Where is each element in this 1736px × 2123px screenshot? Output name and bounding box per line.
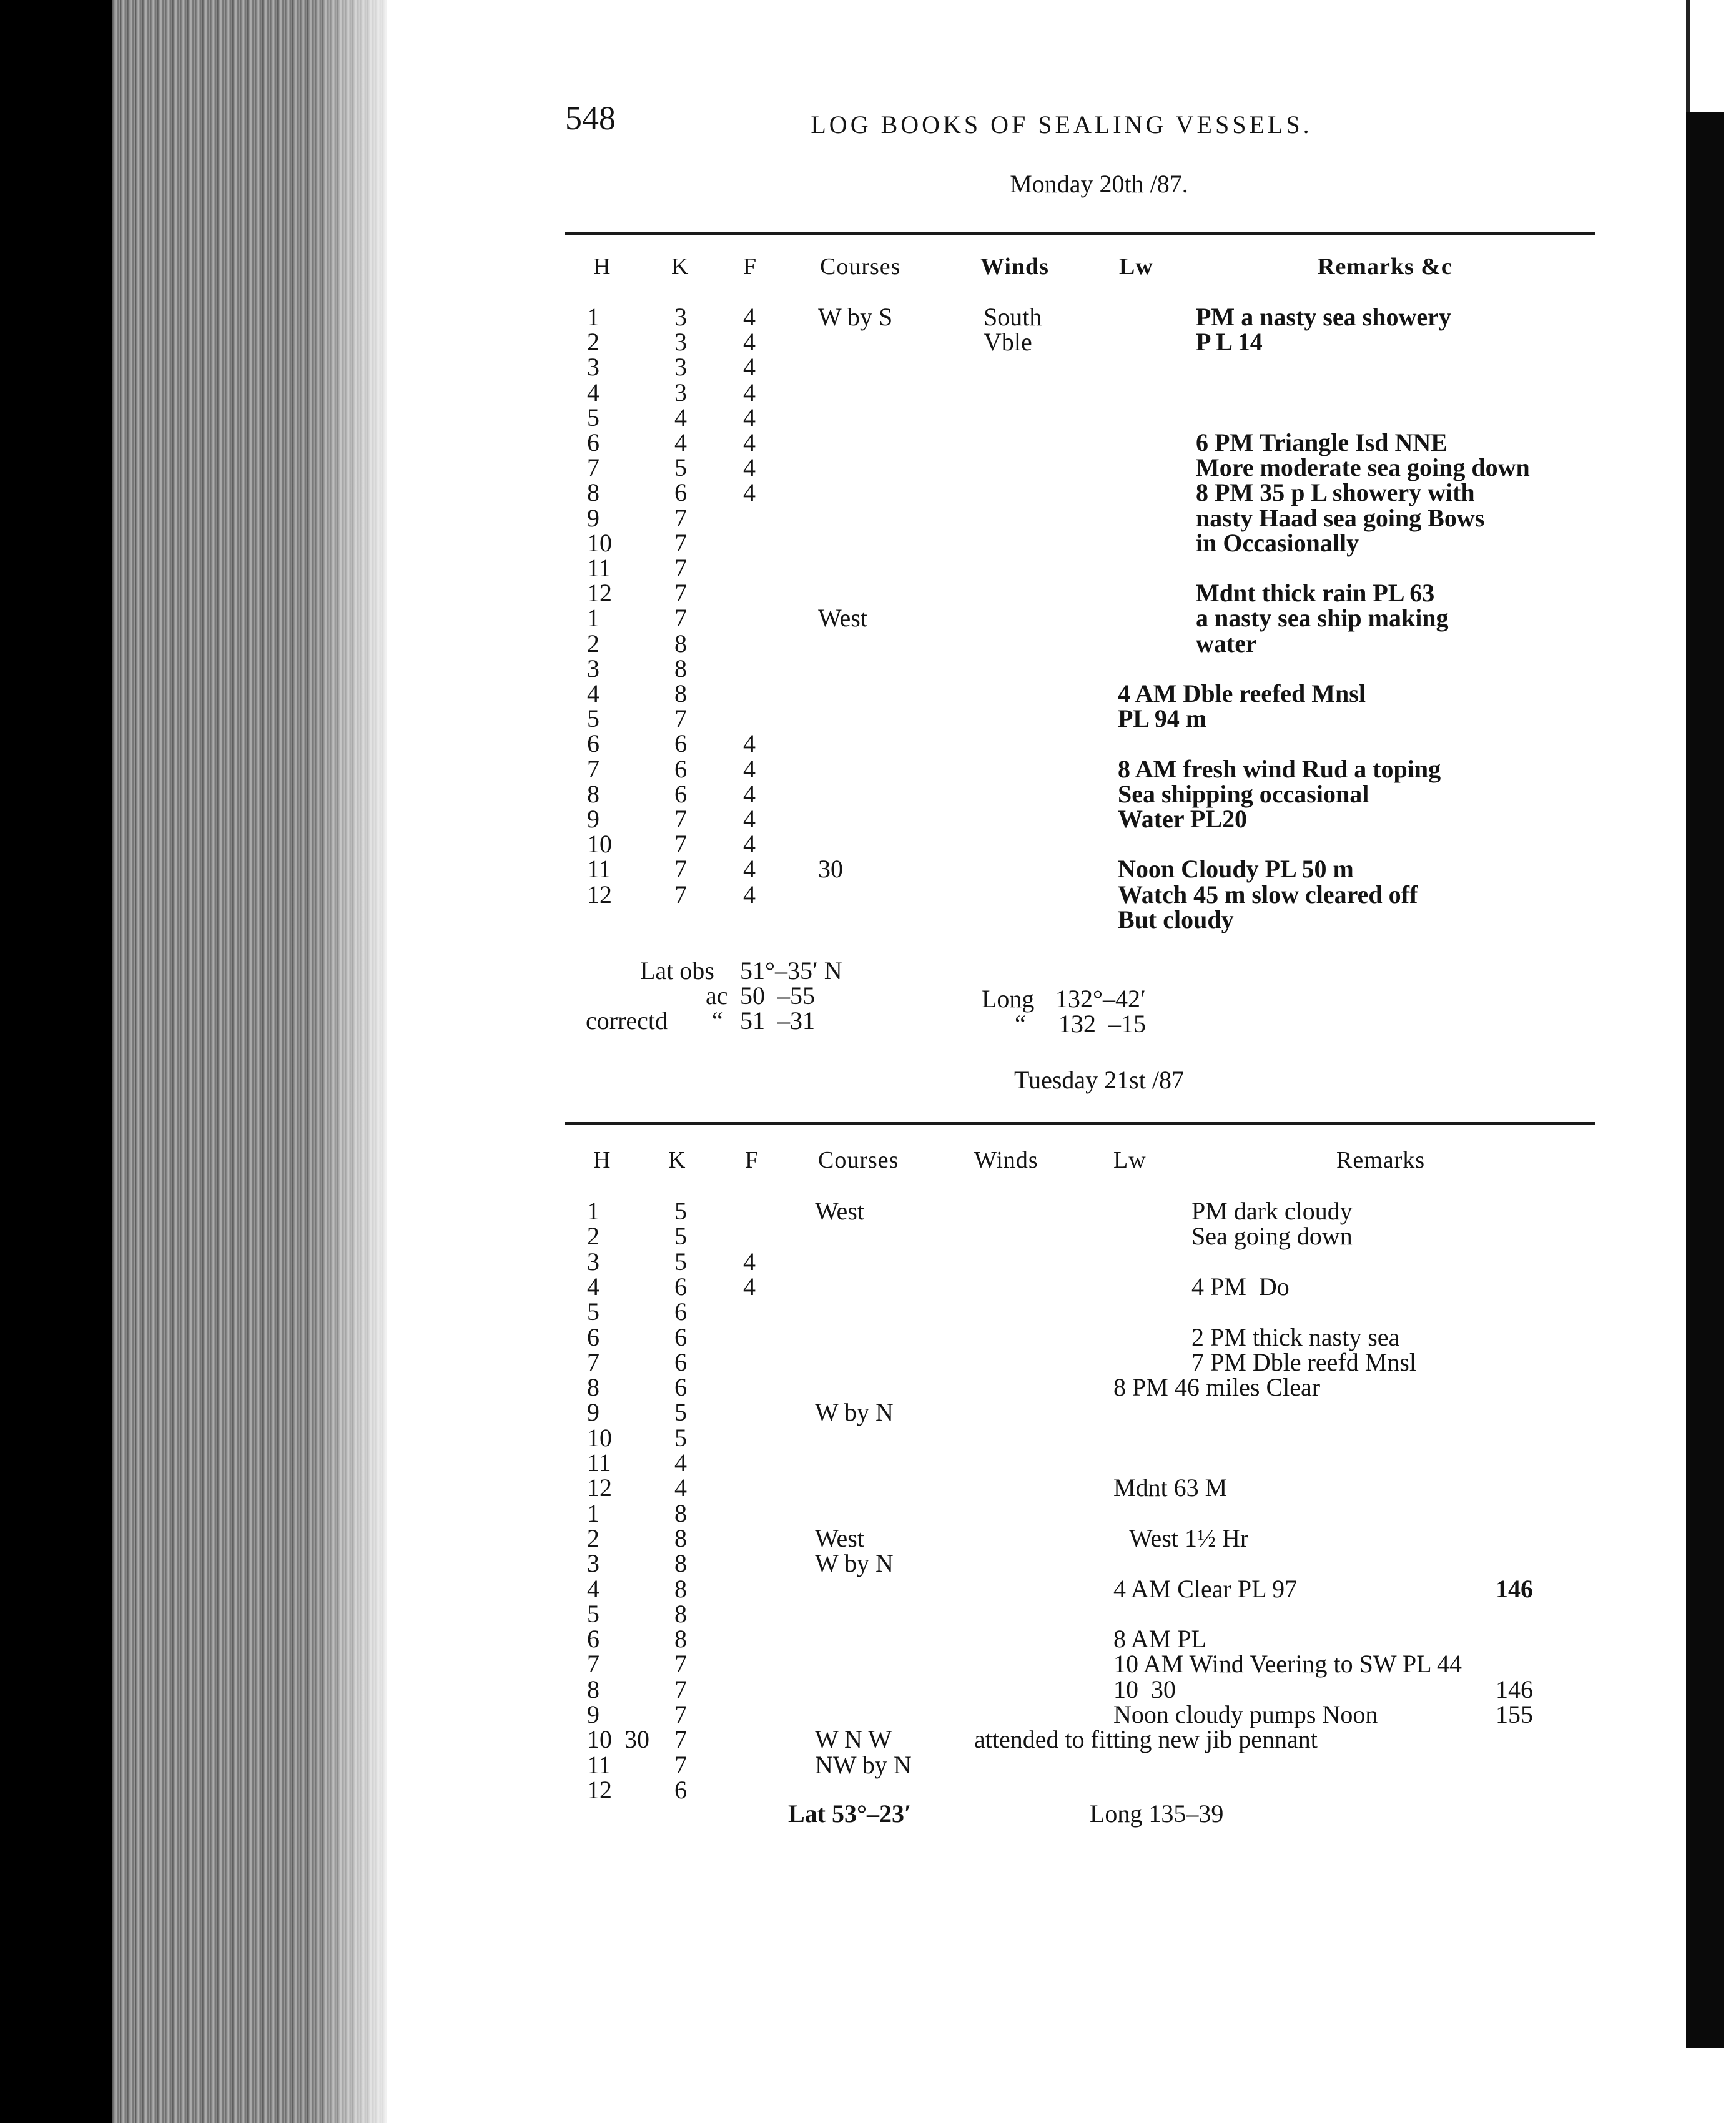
- log-knots: 8: [674, 654, 687, 682]
- log-hour: 7: [587, 453, 599, 481]
- log-knots: 8: [674, 1600, 687, 1628]
- log-hour: 9: [587, 805, 599, 833]
- day-1-lat-ac: 50 –55: [740, 982, 815, 1010]
- log-knots: 4: [674, 428, 687, 456]
- log-remark: Sea shipping occasional: [1118, 780, 1369, 808]
- log-wind: South: [984, 303, 1042, 331]
- day-1-long: 132°–42′: [1055, 985, 1146, 1013]
- log-knots: 8: [674, 1499, 687, 1527]
- log-remark: PM dark cloudy: [1191, 1197, 1353, 1225]
- day-1-rule: [565, 232, 1595, 235]
- log-knots: 6: [674, 1373, 687, 1401]
- day-1-long-ditto-mark: “: [1015, 1010, 1026, 1038]
- log-remark: Noon cloudy pumps Noon: [1113, 1700, 1378, 1728]
- log-course: West: [818, 604, 867, 632]
- log-fathoms: 4: [743, 1248, 756, 1276]
- log-hour: 4: [587, 1575, 599, 1603]
- log-knots: 3: [674, 328, 687, 356]
- log-remark: in Occasionally: [1196, 529, 1359, 557]
- log-knots: 3: [674, 378, 687, 406]
- log-knots: 7: [674, 880, 687, 909]
- log-knots: 6: [674, 1273, 687, 1301]
- log-remark: 8 PM 35 p L showery with: [1196, 478, 1475, 506]
- log-remark: Water PL20: [1118, 805, 1248, 833]
- log-knots: 7: [674, 830, 687, 858]
- log-remark: PM a nasty sea showery: [1196, 303, 1451, 331]
- log-hour: 7: [587, 1348, 599, 1376]
- log-hour: 3: [587, 654, 599, 682]
- log-hour: 11: [587, 1751, 611, 1779]
- log-knots: 6: [674, 478, 687, 506]
- log-knots: 7: [674, 704, 687, 732]
- log-knots: 5: [674, 1424, 687, 1452]
- log-remark: Noon Cloudy PL 50 m: [1118, 855, 1354, 883]
- log-course: W N W: [815, 1725, 892, 1753]
- day-1-long-corrected: 132 –15: [1058, 1010, 1146, 1038]
- day-1-lat-corrected: 51 –31: [740, 1007, 815, 1035]
- log-remark: 8 AM fresh wind Rud a toping: [1118, 755, 1441, 783]
- log-fathoms: 4: [743, 880, 756, 909]
- log-hour: 5: [587, 403, 599, 431]
- day-2-header-lw: Lw: [1113, 1147, 1147, 1173]
- day-1-lat-obs-label: Lat obs: [640, 957, 714, 985]
- log-remark: Watch 45 m slow cleared off: [1118, 880, 1418, 909]
- log-knots: 7: [674, 1650, 687, 1678]
- log-hour: 12: [587, 1776, 612, 1804]
- day-2-header-remarks: Remarks: [1336, 1147, 1426, 1173]
- log-hour: 3: [587, 1248, 599, 1276]
- book-spine-shadow: [0, 0, 112, 2123]
- log-hour: 9: [587, 1398, 599, 1426]
- day-1-header-h: H: [593, 254, 611, 280]
- log-hour: 2: [587, 629, 599, 658]
- log-remark: But cloudy: [1118, 905, 1234, 933]
- log-knots: 8: [674, 1524, 687, 1552]
- log-fathoms: 4: [743, 403, 756, 431]
- log-hour: 5: [587, 1298, 599, 1326]
- log-hour: 4: [587, 679, 599, 707]
- log-hour: 1: [587, 604, 599, 632]
- log-hour: 1: [587, 303, 599, 331]
- log-fathoms: 4: [743, 478, 756, 506]
- log-course: W by N: [815, 1398, 894, 1426]
- log-fathoms: 4: [743, 428, 756, 456]
- day-2-rule: [565, 1122, 1595, 1125]
- log-fathoms: 4: [743, 830, 756, 858]
- log-hour: 6: [587, 729, 599, 757]
- log-knots: 3: [674, 303, 687, 331]
- day-2-date: Tuesday 21st /87: [1014, 1066, 1184, 1094]
- day-1-lat-ditto-mark: “: [712, 1007, 723, 1035]
- day-1-lat-ac-label: ac: [706, 982, 728, 1010]
- log-hour: 9: [587, 504, 599, 532]
- log-hour: 6: [587, 1625, 599, 1653]
- log-fathoms: 4: [743, 805, 756, 833]
- right-page-edge: [1686, 112, 1724, 2048]
- running-head: LOG BOOKS OF SEALING VESSELS.: [811, 111, 1313, 139]
- log-course: W by S: [818, 303, 893, 331]
- log-remark: 10 AM Wind Veering to SW PL 44: [1113, 1650, 1462, 1678]
- day-2-header-h: H: [593, 1147, 611, 1173]
- log-hour: 10: [587, 529, 612, 557]
- log-hour: 10: [587, 1424, 612, 1452]
- log-hour: 12: [587, 880, 612, 909]
- log-course: West: [815, 1524, 864, 1552]
- right-page-edge-top: [1686, 0, 1690, 112]
- log-hour: 8: [587, 1675, 599, 1703]
- log-course: NW by N: [815, 1751, 912, 1779]
- log-fathoms: 4: [743, 453, 756, 481]
- log-remark: 7 PM Dble reefd Mnsl: [1191, 1348, 1416, 1376]
- log-knots: 3: [674, 353, 687, 381]
- day-1-header-f: F: [743, 254, 757, 280]
- log-remark: 10 30: [1113, 1675, 1176, 1703]
- log-knots: 7: [674, 1725, 687, 1753]
- log-knots: 4: [674, 1474, 687, 1502]
- log-fathoms: 4: [743, 378, 756, 406]
- log-hour: 6: [587, 428, 599, 456]
- day-2-header-k: K: [668, 1147, 686, 1173]
- log-remark: 8 AM PL: [1113, 1625, 1206, 1653]
- log-remark: 4 PM Do: [1191, 1273, 1290, 1301]
- log-hour: 2: [587, 328, 599, 356]
- log-remark: Mdnt 63 M: [1113, 1474, 1228, 1502]
- log-hour: 2: [587, 1222, 599, 1250]
- log-knots: 7: [674, 604, 687, 632]
- log-knots: 7: [674, 1675, 687, 1703]
- log-wind: Vble: [984, 328, 1032, 356]
- log-remark: nasty Haad sea going Bows: [1196, 504, 1485, 532]
- log-fathoms: 4: [743, 855, 756, 883]
- log-knots: 6: [674, 1298, 687, 1326]
- log-knots: 5: [674, 1398, 687, 1426]
- log-remark: West 1½ Hr: [1129, 1524, 1249, 1552]
- log-hour: 5: [587, 1600, 599, 1628]
- log-hour: 1: [587, 1499, 599, 1527]
- log-knots: 7: [674, 1700, 687, 1728]
- day-1-header-courses: Courses: [820, 254, 901, 280]
- log-hour: 7: [587, 755, 599, 783]
- log-hour: 6: [587, 1323, 599, 1351]
- log-knots: 7: [674, 855, 687, 883]
- log-hour: 9: [587, 1700, 599, 1728]
- log-remark: Sea going down: [1191, 1222, 1353, 1250]
- log-knots: 7: [674, 805, 687, 833]
- log-hour: 7: [587, 1650, 599, 1678]
- log-hour: 8: [587, 478, 599, 506]
- log-fathoms: 4: [743, 729, 756, 757]
- day-2-lat: Lat 53°–23′: [788, 1800, 912, 1828]
- log-fathoms: 4: [743, 755, 756, 783]
- log-knots: 7: [674, 579, 687, 607]
- log-course: West: [815, 1197, 864, 1225]
- log-knots: 5: [674, 1197, 687, 1225]
- log-hour: 12: [587, 579, 612, 607]
- log-knots: 4: [674, 1449, 687, 1477]
- log-hour: 11: [587, 855, 611, 883]
- page-edges-fade: [312, 0, 387, 2123]
- log-knots: 6: [674, 1323, 687, 1351]
- day-1-date: Monday 20th /87.: [1010, 170, 1188, 198]
- log-knots: 8: [674, 1549, 687, 1577]
- log-knots: 7: [674, 554, 687, 582]
- log-remark: a nasty sea ship making: [1196, 604, 1449, 632]
- log-hour: 8: [587, 1373, 599, 1401]
- log-hour: 12: [587, 1474, 612, 1502]
- log-hour: 2: [587, 1524, 599, 1552]
- day-1-lat-corrected-label: correctd: [586, 1007, 668, 1035]
- log-knots: 5: [674, 453, 687, 481]
- page-number: 548: [565, 99, 616, 137]
- log-knots: 8: [674, 1625, 687, 1653]
- log-hour: 4: [587, 1273, 599, 1301]
- log-remark: 6 PM Triangle Isd NNE: [1196, 428, 1447, 456]
- day-1-long-label: Long: [982, 985, 1035, 1013]
- log-hour: 11: [587, 554, 611, 582]
- log-knots: 8: [674, 629, 687, 658]
- day-1-header-lw: Lw: [1119, 254, 1153, 280]
- log-hour: 11: [587, 1449, 611, 1477]
- log-remark: More moderate sea going down: [1196, 453, 1530, 481]
- log-remark: 2 PM thick nasty sea: [1191, 1323, 1400, 1351]
- day-1-lat-obs: 51°–35′ N: [740, 957, 842, 985]
- log-fathoms: 4: [743, 353, 756, 381]
- day-1-header-remarks: Remarks &c: [1318, 254, 1452, 280]
- log-tally: 146: [1496, 1575, 1533, 1603]
- log-knots: 6: [674, 755, 687, 783]
- log-hour: 3: [587, 353, 599, 381]
- log-remark: Mdnt thick rain PL 63: [1196, 579, 1435, 607]
- log-hour: 1: [587, 1197, 599, 1225]
- log-hour: 10: [587, 830, 612, 858]
- log-knots: 8: [674, 679, 687, 707]
- day-2-header-winds: Winds: [974, 1147, 1038, 1173]
- log-remark: water: [1196, 629, 1257, 658]
- log-hour: 3: [587, 1549, 599, 1577]
- day-1-header-k: K: [671, 254, 689, 280]
- log-remark: P L 14: [1196, 328, 1263, 356]
- log-hour: 8: [587, 780, 599, 808]
- log-remark: 4 AM Dble reefed Mnsl: [1118, 679, 1366, 707]
- log-tally: 146: [1496, 1675, 1533, 1703]
- log-fathoms: 4: [743, 303, 756, 331]
- log-knots: 4: [674, 403, 687, 431]
- log-knots: 7: [674, 529, 687, 557]
- log-remark: PL 94 m: [1118, 704, 1207, 732]
- log-course: 30: [818, 855, 843, 883]
- log-knots: 7: [674, 1751, 687, 1779]
- log-remark: 8 PM 46 miles Clear: [1113, 1373, 1321, 1401]
- log-hour: 5: [587, 704, 599, 732]
- log-fathoms: 4: [743, 328, 756, 356]
- day-2-header-f: F: [745, 1147, 759, 1173]
- day-2-long: Long 135–39: [1090, 1800, 1224, 1828]
- log-hour: 10 30: [587, 1725, 649, 1753]
- log-remark: 4 AM Clear PL 97: [1113, 1575, 1298, 1603]
- log-tally: 155: [1496, 1700, 1533, 1728]
- log-knots: 6: [674, 729, 687, 757]
- day-2-header-courses: Courses: [818, 1147, 899, 1173]
- log-knots: 6: [674, 780, 687, 808]
- log-fathoms: 4: [743, 780, 756, 808]
- log-hour: 4: [587, 378, 599, 406]
- log-remark: attended to fitting new jib pennant: [974, 1725, 1318, 1753]
- day-1-header-winds: Winds: [980, 254, 1049, 280]
- log-knots: 8: [674, 1575, 687, 1603]
- log-course: W by N: [815, 1549, 894, 1577]
- log-knots: 5: [674, 1222, 687, 1250]
- log-knots: 6: [674, 1776, 687, 1804]
- log-knots: 7: [674, 504, 687, 532]
- log-fathoms: 4: [743, 1273, 756, 1301]
- log-knots: 6: [674, 1348, 687, 1376]
- log-knots: 5: [674, 1248, 687, 1276]
